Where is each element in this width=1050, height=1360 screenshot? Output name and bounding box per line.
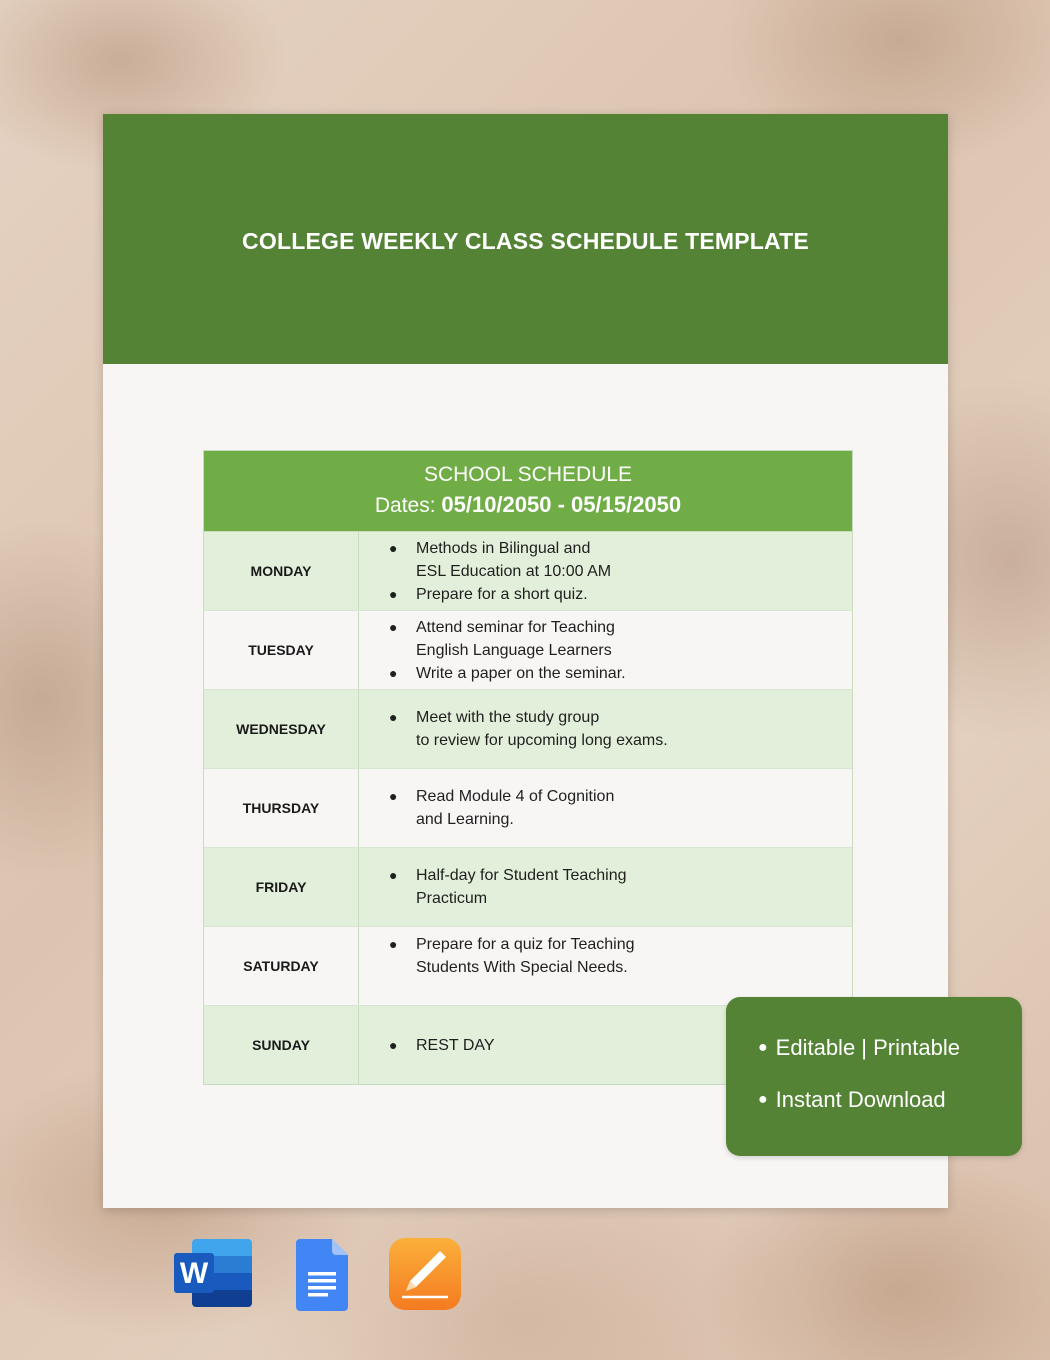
- bullet-icon: ●: [389, 788, 398, 804]
- apple-pages-icon[interactable]: [388, 1237, 462, 1316]
- bullet-icon: ●: [389, 618, 398, 635]
- svg-text:W: W: [179, 1257, 209, 1290]
- table-row: [204, 532, 852, 611]
- task-list: [359, 769, 852, 847]
- schedule-header: [204, 451, 852, 532]
- bullet-icon: ●: [389, 709, 398, 725]
- feature-item: ● Editable | Printable: [758, 1035, 960, 1060]
- google-docs-icon[interactable]: [296, 1239, 348, 1316]
- table-row: [204, 769, 852, 848]
- dates-value: 05/10/2050 - 05/15/2050: [441, 491, 682, 517]
- list-item: ● Methods in Bilingual and ESL Education at 10:00 AM: [389, 537, 852, 583]
- microsoft-word-icon[interactable]: [174, 1237, 254, 1314]
- bullet-icon: ●: [389, 539, 398, 556]
- day-label: FRIDAY: [204, 848, 359, 926]
- table-row: [204, 690, 852, 769]
- bullet-icon: ●: [389, 936, 398, 952]
- list-item: ● Prepare for a quiz for Teaching Students With Special Needs.: [389, 933, 852, 979]
- day-label: WEDNESDAY: [204, 690, 359, 768]
- list-item: ● Attend seminar for Teaching English Language Learners: [389, 616, 852, 662]
- bullet-icon: ●: [389, 867, 398, 883]
- list-item: ● REST DAY: [389, 1034, 852, 1057]
- schedule-heading: SCHOOL SCHEDULE: [423, 462, 633, 486]
- bullet-icon: ●: [758, 1039, 768, 1056]
- table-row: [204, 927, 852, 1006]
- day-label: SATURDAY: [204, 927, 359, 1005]
- day-label: SUNDAY: [204, 1006, 359, 1084]
- list-item: ● Write a paper on the seminar.: [389, 662, 852, 685]
- list-item: ● Half-day for Student Teaching Practicum: [389, 864, 852, 910]
- table-row: [204, 611, 852, 690]
- task-list: [359, 611, 852, 689]
- list-item: ● Prepare for a short quiz.: [389, 583, 852, 606]
- day-label: THURSDAY: [204, 769, 359, 847]
- feature-item: ● Instant Download: [758, 1087, 946, 1112]
- list-item: ● Meet with the study group to review for upcoming long exams.: [389, 706, 852, 752]
- task-list: [359, 690, 852, 768]
- task-list: [359, 532, 852, 610]
- features-badge: [726, 997, 1022, 1156]
- day-label: MONDAY: [204, 532, 359, 610]
- list-item: ● Read Module 4 of Cognition and Learning.: [389, 785, 852, 831]
- schedule-table: [203, 450, 853, 1085]
- bullet-icon: ●: [389, 585, 398, 602]
- bullet-icon: ●: [389, 664, 398, 681]
- task-list: [359, 927, 852, 1005]
- schedule-dates: [375, 489, 681, 522]
- dates-label: Dates:: [374, 493, 442, 517]
- task-list: [359, 848, 852, 926]
- bullet-icon: ●: [389, 1036, 398, 1053]
- document-header: [103, 114, 948, 364]
- document-title: COLLEGE WEEKLY CLASS SCHEDULE TEMPLATE: [242, 228, 809, 254]
- table-row: [204, 848, 852, 927]
- bullet-icon: ●: [758, 1091, 768, 1108]
- day-label: TUESDAY: [204, 611, 359, 689]
